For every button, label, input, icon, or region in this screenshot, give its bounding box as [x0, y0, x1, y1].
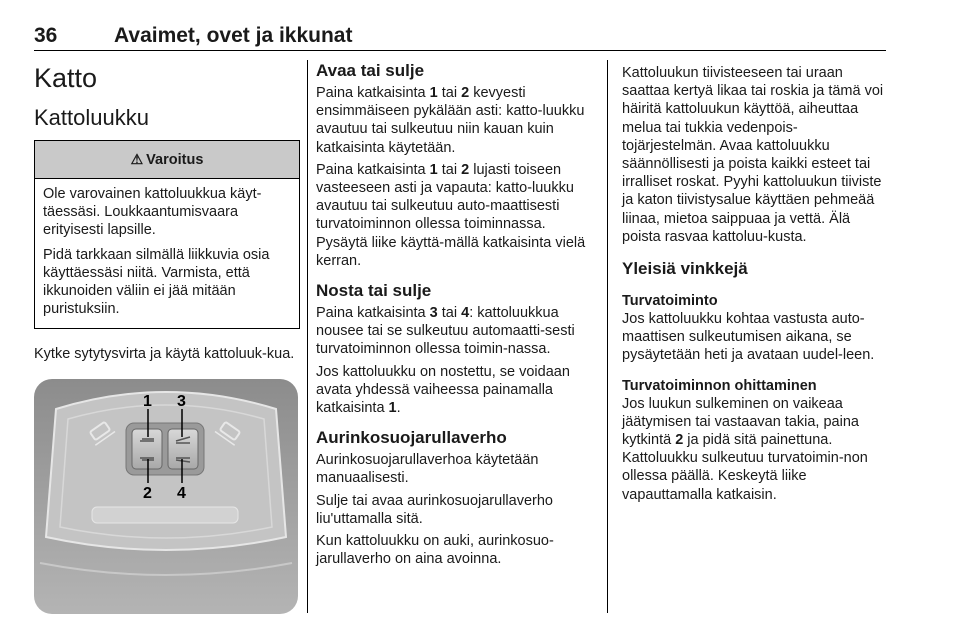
warning-text-1: Ole varovainen kattoluukkua käyt-täessäsi. Loukkaantumisvaara erityisesti lapsille.	[43, 186, 262, 239]
paragraph-override-safety	[622, 395, 890, 504]
warning-triangle-icon: ⚠	[130, 151, 144, 167]
switch-ref: 1	[429, 161, 438, 178]
text-run: .	[396, 400, 401, 417]
text-run: Paina katkaisinta	[316, 305, 430, 322]
text-run: Paina katkaisinta	[316, 161, 430, 178]
switch-ref: 2	[461, 85, 470, 101]
column-3	[622, 60, 890, 504]
section-title: Katto	[34, 63, 98, 93]
switch-ref: 3	[429, 305, 438, 322]
heading-general-tips: Yleisiä vinkkejä	[622, 259, 748, 279]
switch-ref: 1	[388, 400, 397, 417]
switch-ref: 1	[429, 85, 438, 101]
paragraph-sunshade-2: Sulje tai avaa aurinkosuojarullaverho liu'uttamalla sitä.	[316, 492, 553, 527]
text-run: Jos luukun sulkeminen on vaikeaa jäätymisen tai vastaavan takia, paina kytkintä	[622, 395, 859, 449]
page-number: 36	[34, 24, 58, 47]
heading-open-close: Avaa tai sulje	[316, 61, 425, 80]
heading-override-safety: Turvatoiminnon ohittaminen	[622, 377, 817, 394]
intro-text: Kytke sytytysvirta ja käytä kattoluuk-kua.	[34, 346, 295, 363]
heading-sunshade: Aurinkosuojarullaverho	[316, 428, 507, 448]
text-run: lujasti toiseen vasteeseen asti ja vapauta: katto-luukku avautuu tai sulkeutuu auto-maattisesti turvatoiminnon ollessa toiminnassa. Pysäytä liike käyttä-mällä katkaisinta vielä kerran.	[316, 161, 586, 269]
switch-ref: 2	[675, 432, 684, 449]
page-header	[34, 24, 886, 51]
heading-raise-close: Nosta tai sulje	[316, 281, 432, 301]
warning-text-2: Pidä tarkkaan silmällä liikkuvia osia käyttäessäsi niitä. Varmista, että ikkunoiden väliin ei jää mitään puristuksiin.	[43, 246, 270, 318]
text-run: Jos kattoluukku on nostettu, se voidaan avata yhdessä vaiheessa painamalla katkaisinta	[316, 363, 570, 417]
callout-label-3: 3	[177, 393, 186, 410]
column-2	[316, 60, 592, 568]
callout-label-4: 4	[177, 485, 186, 502]
sunroof-switch-illustration	[34, 379, 298, 614]
paragraph-open-1	[316, 84, 592, 157]
text-run: kevyesti ensimmäiseen pykälään asti: katto-luukku avautuu tai sulkeutuu niin kauan kuin katkaisinta käytetään.	[316, 85, 585, 156]
courtesy-light-lens	[92, 507, 238, 523]
warning-box	[34, 140, 300, 329]
warning-title: Varoitus	[146, 151, 204, 168]
paragraph-sunshade-1: Aurinkosuojarullaverhoa käytetään manuaalisesti.	[316, 452, 539, 487]
column-1	[34, 60, 300, 364]
paragraph-raise-1	[316, 304, 592, 359]
callout-label-1: 1	[143, 393, 152, 410]
switch-ref: 4	[461, 305, 470, 322]
paragraph-safety-function: Jos kattoluukku kohtaa vastusta auto-maattisen sulkeutumisen aikana, se pysäytetään heti ja avataan uudel-leen.	[622, 311, 875, 364]
text-run: : kattoluukkua nousee tai se sulkeutuu automaatti-sesti turvatoiminnon ollessa toimin-nassa.	[316, 305, 575, 358]
warning-body	[35, 179, 299, 328]
sunroof-switch-slide[interactable]	[132, 429, 162, 469]
paragraph-seal-care: Kattoluukun tiivisteeseen tai uraan saattaa kertyä likaa tai roskia ja tämä voi häiritä kattoluukun käyttöä, aiheuttaa melua tai tukkia vedenpois-tojärjestelmän. Avaa kattoluukku säännöllisesti ja poista kaikki esteet tai irralliset roskat. Pyyhi kattoluukun tiiviste ja katon tiivistysalue käyttäen pehmeää liinaa, mietoa saippuaa ja vettä. Älä poista rasvaa kattoluu-kusta.	[622, 65, 884, 245]
paragraph-raise-2	[316, 363, 592, 418]
text-run: ja pidä sitä painettuna. Kattoluukku sulkeutuu turvatoimin-non ollessa päällä. Keskeytä liike vapauttamalla katkaisin.	[622, 432, 868, 503]
subsection-title: Kattoluukku	[34, 105, 149, 130]
column-divider	[307, 60, 308, 613]
chapter-title: Avaimet, ovet ja ikkunat	[114, 24, 353, 47]
paragraph-open-2	[316, 161, 592, 270]
warning-header	[35, 141, 299, 179]
text-run: tai	[437, 305, 462, 322]
text-run: tai	[437, 161, 462, 178]
text-run: tai	[437, 85, 462, 101]
sunroof-switch-tilt[interactable]	[168, 429, 198, 469]
column-divider	[607, 60, 608, 613]
text-run: Paina katkaisinta	[316, 85, 430, 101]
paragraph-sunshade-3: Kun kattoluukku on auki, aurinkosuo-jarullaverho on aina avoinna.	[316, 533, 554, 568]
heading-safety-function: Turvatoiminto	[622, 293, 718, 310]
callout-label-2: 2	[143, 485, 152, 502]
switch-ref: 2	[461, 161, 470, 178]
